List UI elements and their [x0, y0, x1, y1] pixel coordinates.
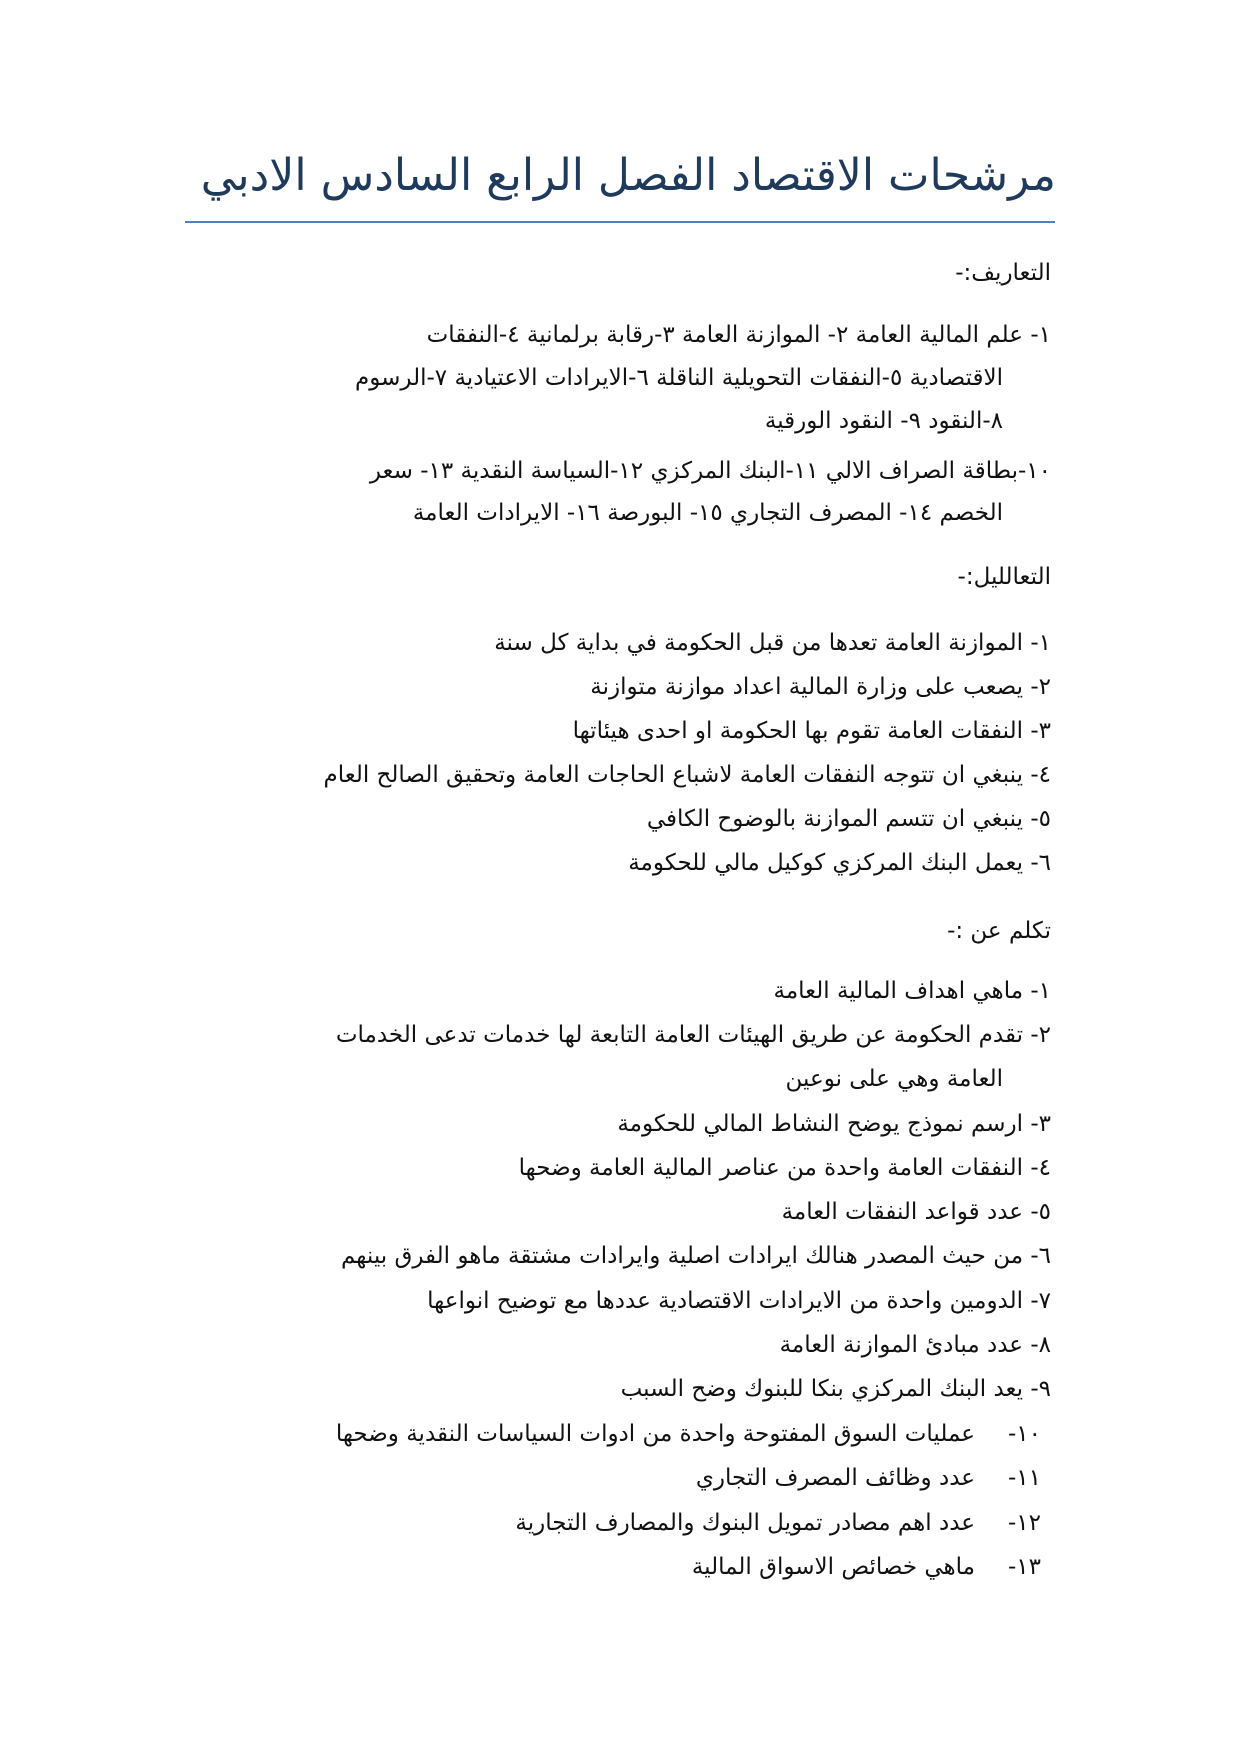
list-item: ٦- من حيث المصدر هنالك ايرادات اصلية وايرادات مشتقة ماهو الفرق بينهم [340, 1243, 1051, 1269]
list-item [692, 1556, 1041, 1579]
list-item: ٨- عدد مبادئ الموازنة العامة [779, 1332, 1051, 1358]
definitions-line: ٨-النقود ٩- النقود الورقية [764, 408, 1003, 434]
list-item: ٤- النفقات العامة واحدة من عناصر المالية العامة وضحها [518, 1155, 1051, 1181]
list-item: ٩- يعد البنك المركزي بنكا للبنوك وضح السبب [620, 1376, 1051, 1402]
item-number: ١٣- [1007, 1554, 1041, 1580]
list-item: ٤- ينبغي ان تتوجه النفقات العامة لاشباع الحاجات العامة وتحقيق الصالح العام [323, 762, 1051, 788]
item-text: عدد اهم مصادر تمويل البنوك والمصارف التجارية [515, 1510, 975, 1536]
list-item: ٣- ارسم نموذج يوضح النشاط المالي للحكومة [617, 1111, 1051, 1137]
reasons-heading: التعالليل:- [957, 564, 1051, 590]
list-item: ٢- تقدم الحكومة عن طريق الهيئات العامة التابعة لها خدمات تدعى الخدمات [335, 1022, 1051, 1048]
item-number: ١٢- [1007, 1510, 1041, 1536]
page-title: مرشحات الاقتصاد الفصل الرابع السادس الادبي [200, 150, 1056, 201]
definitions-line: الخصم ١٤- المصرف التجاري ١٥- البورصة ١٦- الايرادات العامة [412, 500, 1003, 526]
item-text: عمليات السوق المفتوحة واحدة من ادوات السياسات النقدية وضحها [335, 1421, 975, 1447]
discuss-heading: تكلم عن :- [947, 918, 1051, 944]
list-item: ٥- عدد قواعد النفقات العامة [781, 1199, 1051, 1225]
list-item [336, 1423, 1041, 1446]
list-item [696, 1467, 1041, 1490]
item-text: عدد وظائف المصرف التجاري [695, 1465, 975, 1491]
list-item: ٢- يصعب على وزارة المالية اعداد موازنة متوازنة [590, 674, 1051, 700]
item-number: ١١- [1007, 1465, 1041, 1491]
definitions-line: ١٠-بطاقة الصراف الالي ١١-البنك المركزي ١٢-السياسة النقدية ١٣- سعر [369, 458, 1051, 484]
list-item: ١- الموازنة العامة تعدها من قبل الحكومة في بداية كل سنة [494, 630, 1051, 656]
list-item: ٧- الدومين واحدة من الايرادات الاقتصادية عددها مع توضيح انواعها [427, 1288, 1051, 1314]
list-item: العامة وهي على نوعين [785, 1066, 1003, 1092]
list-item: ٥- ينبغي ان تتسم الموازنة بالوضوح الكافي [646, 806, 1051, 832]
list-item: ٣- النفقات العامة تقوم بها الحكومة او احدى هيئاتها [572, 718, 1051, 744]
item-text: ماهي خصائص الاسواق المالية [691, 1554, 975, 1580]
definitions-line: الاقتصادية ٥-النفقات التحويلية الناقلة ٦-الايرادات الاعتيادية ٧-الرسوم [355, 365, 1003, 391]
definitions-line: ١- علم المالية العامة ٢- الموازنة العامة ٣-رقابة برلمانية ٤-النفقات [426, 322, 1051, 348]
definitions-heading: التعاريف:- [955, 260, 1051, 286]
item-number: ١٠- [1007, 1421, 1041, 1447]
list-item: ٦- يعمل البنك المركزي كوكيل مالي للحكومة [628, 850, 1051, 876]
list-item [515, 1512, 1041, 1535]
list-item: ١- ماهي اهداف المالية العامة [773, 978, 1051, 1004]
title-underline [185, 221, 1055, 223]
